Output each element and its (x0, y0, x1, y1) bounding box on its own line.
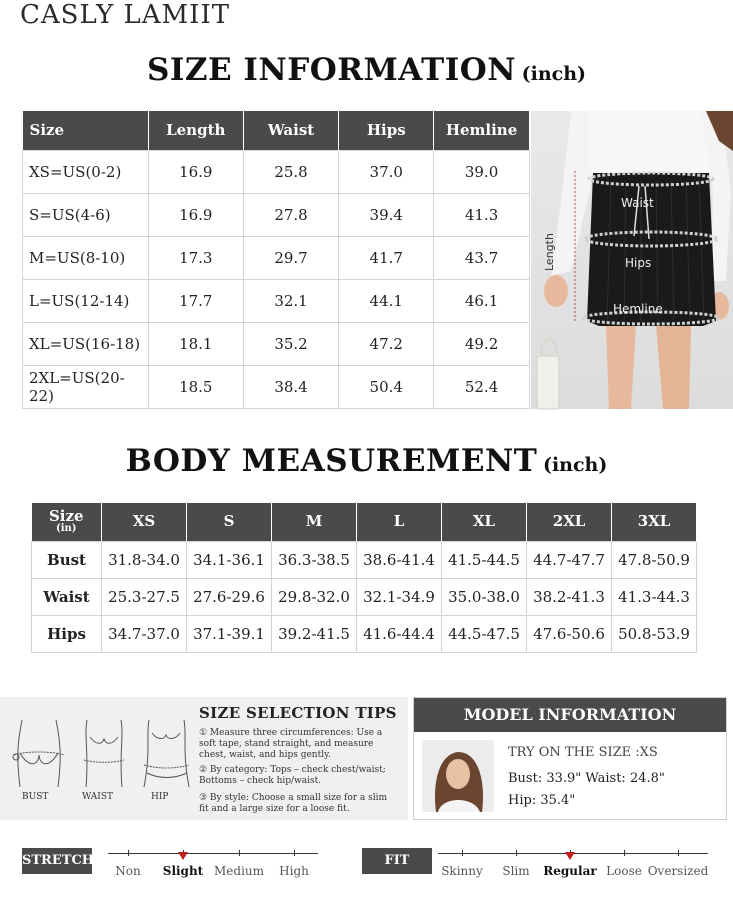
table-cell: 36.3-38.5 (272, 541, 357, 578)
model-information-title: MODEL INFORMATION (414, 698, 726, 732)
size-information-table (22, 111, 530, 409)
table-cell: 34.7-37.0 (102, 615, 187, 652)
scale-option: Regular (543, 864, 597, 878)
table-cell: 50.8-53.9 (612, 615, 697, 652)
skirt-illustration (531, 111, 733, 409)
row-label: Hips (32, 615, 102, 652)
table-row (23, 365, 530, 408)
table-cell: 17.3 (148, 236, 243, 279)
size-table-col-length: Length (148, 111, 243, 150)
body-table-col-3xl: 3XL (612, 503, 697, 541)
body-measurement-unit: (inch) (542, 454, 608, 476)
scale-option: Slight (162, 864, 204, 878)
scale-option: Non (115, 864, 141, 878)
table-cell: 41.5-44.5 (442, 541, 527, 578)
table-cell: S=US(4-6) (23, 193, 149, 236)
size-table-col-size: Size (23, 111, 149, 150)
scale-option: Loose (606, 864, 642, 878)
table-cell: 29.7 (243, 236, 339, 279)
body-measurement-table (31, 503, 697, 653)
table-cell: 49.2 (434, 322, 530, 365)
body-table-col-xs: XS (102, 503, 187, 541)
waist-label: Waist (621, 196, 654, 210)
tip-item: ② By category: Tops – check chest/waist; Bottoms – check hip/waist. (199, 765, 386, 786)
size-information-heading: SIZE INFORMATION (146, 52, 517, 88)
skirt-model-photo (531, 111, 733, 409)
scale-tick (678, 850, 679, 856)
table-cell: 47.8-50.9 (612, 541, 697, 578)
table-cell: 43.7 (434, 236, 530, 279)
body-table-col-2xl: 2XL (527, 503, 612, 541)
scale-tick (294, 850, 295, 856)
brand-logo: CASLY LAMIIT (20, 0, 231, 30)
body-measurement-title (0, 443, 733, 479)
model-hip: Hip: 35.4" (508, 793, 576, 808)
size-information-unit: (inch) (521, 63, 587, 85)
body-table-col-size (32, 503, 102, 541)
table-cell: XS=US(0-2) (23, 150, 149, 193)
table-row (23, 150, 530, 193)
table-row (32, 615, 697, 652)
hip-figure-label: HIP (151, 792, 169, 802)
size-information-title (0, 52, 733, 88)
body-table-col-s: S (187, 503, 272, 541)
scale-option: Oversized (647, 864, 709, 878)
model-try-on-size: TRY ON THE SIZE :XS (508, 745, 658, 760)
table-cell: 50.4 (339, 365, 434, 408)
table-cell: 41.3-44.3 (612, 578, 697, 615)
body-table-header-row (32, 503, 697, 541)
table-cell: 38.6-41.4 (357, 541, 442, 578)
tips-title: SIZE SELECTION TIPS (199, 704, 397, 722)
selected-marker-icon (178, 852, 188, 860)
table-cell: 38.4 (243, 365, 339, 408)
size-table-col-hips: Hips (339, 111, 434, 150)
size-table-header-row (23, 111, 530, 150)
table-cell: 44.7-47.7 (527, 541, 612, 578)
table-cell: 17.7 (148, 279, 243, 322)
row-label: Waist (32, 578, 102, 615)
table-cell: 37.0 (339, 150, 434, 193)
table-cell: 16.9 (148, 150, 243, 193)
body-table-col-l: L (357, 503, 442, 541)
table-row (23, 279, 530, 322)
body-size-header-unit: (in) (55, 523, 77, 535)
tip-item: ③ By style: Choose a small size for a slim fit and a large size for a loose fit. (199, 793, 388, 814)
model-bust-waist: Bust: 33.9" Waist: 24.8" (508, 771, 665, 786)
table-cell: M=US(8-10) (23, 236, 149, 279)
table-cell: 35.0-38.0 (442, 578, 527, 615)
stretch-label: STRETCH: (22, 848, 92, 874)
bust-figure-label: BUST (22, 792, 49, 802)
hips-label: Hips (625, 256, 652, 270)
scale-tick (239, 850, 240, 856)
table-cell: 2XL=US(20-22) (23, 365, 149, 408)
body-figures-illustration (4, 715, 194, 793)
scale-option: Skinny (441, 864, 483, 878)
model-portrait (422, 740, 494, 812)
table-cell: 31.8-34.0 (102, 541, 187, 578)
table-cell: L=US(12-14) (23, 279, 149, 322)
size-selection-tips (0, 697, 408, 820)
table-row (23, 236, 530, 279)
table-cell: 41.7 (339, 236, 434, 279)
hemline-label: Hemline (613, 302, 663, 316)
table-cell: 44.1 (339, 279, 434, 322)
table-row (32, 578, 697, 615)
body-table-col-m: M (272, 503, 357, 541)
body-measurement-heading: BODY MEASUREMENT (125, 443, 538, 479)
model-information-panel (413, 697, 727, 820)
table-cell: 39.4 (339, 193, 434, 236)
fit-type-label: FIT TYPE: (362, 848, 432, 874)
table-cell: 27.8 (243, 193, 339, 236)
table-cell: 18.5 (148, 365, 243, 408)
table-cell: 18.1 (148, 322, 243, 365)
table-cell: 39.0 (434, 150, 530, 193)
size-table-col-waist: Waist (243, 111, 339, 150)
table-row (23, 322, 530, 365)
selected-marker-icon (565, 852, 575, 860)
scale-tick (516, 850, 517, 856)
table-cell: 52.4 (434, 365, 530, 408)
table-cell: 25.3-27.5 (102, 578, 187, 615)
scale-option: Slim (502, 864, 530, 878)
table-cell: 29.8-32.0 (272, 578, 357, 615)
table-cell: 32.1-34.9 (357, 578, 442, 615)
body-table-col-xl: XL (442, 503, 527, 541)
scale-option: Medium (213, 864, 265, 878)
table-cell: 27.6-29.6 (187, 578, 272, 615)
table-cell: 16.9 (148, 193, 243, 236)
table-row (32, 541, 697, 578)
waist-figure-label: WAIST (82, 792, 114, 802)
scale-tick (128, 850, 129, 856)
table-cell: 37.1-39.1 (187, 615, 272, 652)
body-size-header: Size (48, 506, 84, 525)
table-row (23, 193, 530, 236)
row-label: Bust (32, 541, 102, 578)
scale-tick (624, 850, 625, 856)
scale-option: High (279, 864, 309, 878)
table-cell: 41.6-44.4 (357, 615, 442, 652)
table-cell: 35.2 (243, 322, 339, 365)
scale-tick (462, 850, 463, 856)
size-table-col-hemline: Hemline (434, 111, 530, 150)
model-avatar (422, 740, 494, 812)
table-cell: 25.8 (243, 150, 339, 193)
table-cell: 46.1 (434, 279, 530, 322)
table-cell: 34.1-36.1 (187, 541, 272, 578)
table-cell: 41.3 (434, 193, 530, 236)
table-cell: 38.2-41.3 (527, 578, 612, 615)
table-cell: 32.1 (243, 279, 339, 322)
table-cell: 39.2-41.5 (272, 615, 357, 652)
stretch-scale-line (108, 853, 318, 854)
length-label: Length (543, 233, 556, 271)
table-cell: 47.2 (339, 322, 434, 365)
table-cell: 44.5-47.5 (442, 615, 527, 652)
table-cell: 47.6-50.6 (527, 615, 612, 652)
tip-item: ① Measure three circumferences: Use a soft tape, stand straight, and measure chest, waist, and hips gently. (199, 728, 383, 760)
table-cell: XL=US(16-18) (23, 322, 149, 365)
